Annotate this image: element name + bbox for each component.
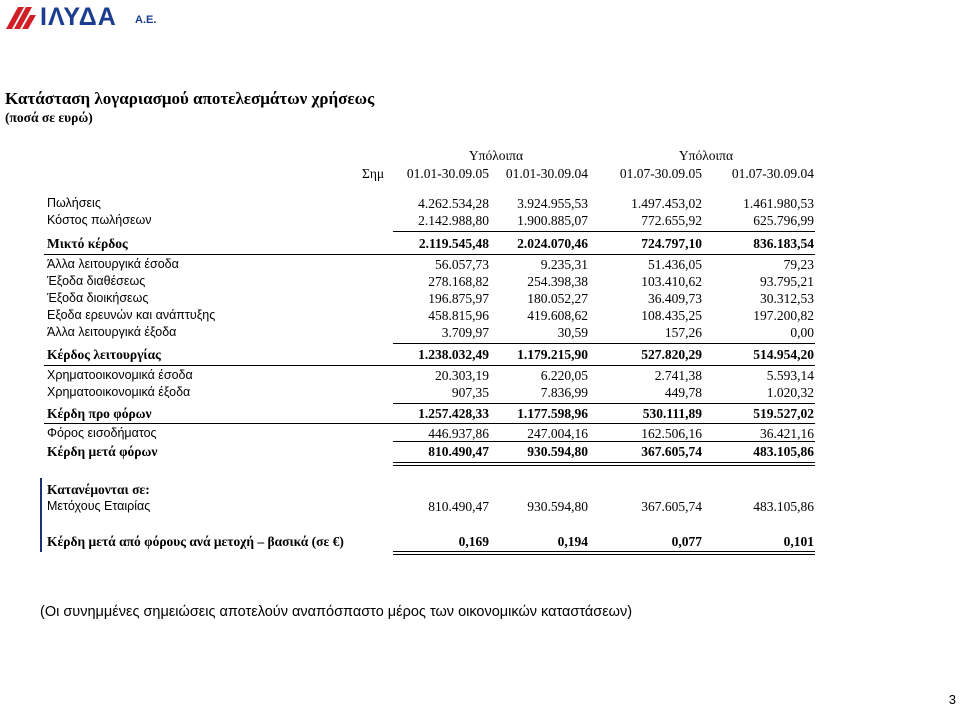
row-label: Χρηματοοικονομικά έξοδα bbox=[47, 385, 191, 399]
row-value: 7.836,99 bbox=[540, 385, 588, 400]
row-label: Μικτό κέρδος bbox=[47, 236, 128, 251]
row-label: Κέρδος λειτουργίας bbox=[47, 347, 161, 362]
row-value: 930.594,80 bbox=[527, 499, 588, 514]
row-value: 367.605,74 bbox=[641, 499, 702, 514]
row-value: 1.238.032,49 bbox=[418, 347, 489, 362]
table-row bbox=[0, 368, 960, 386]
row-value: 367.605,74 bbox=[641, 444, 702, 459]
row-value: 180.052,27 bbox=[527, 291, 588, 306]
row-value: 625.796,99 bbox=[753, 213, 814, 228]
row-value: 4.262.534,28 bbox=[418, 196, 489, 211]
row-value: 162.506,16 bbox=[641, 426, 702, 441]
table-row bbox=[0, 325, 960, 343]
row-value: 3.924.955,53 bbox=[517, 196, 588, 211]
row-value: 3.709,97 bbox=[441, 325, 489, 340]
row-value: 79,23 bbox=[783, 257, 814, 272]
row-value: 108.435,25 bbox=[641, 308, 702, 323]
row-divider bbox=[44, 254, 815, 255]
row-value: 1.497.453,02 bbox=[631, 196, 702, 211]
subtotal-line bbox=[393, 441, 815, 442]
table-row bbox=[0, 257, 960, 275]
logo-mark-icon bbox=[4, 3, 38, 33]
row-label: Κέρδη μετά φόρων bbox=[47, 444, 158, 459]
logo-text: ΙΛΥΔΑ bbox=[40, 3, 117, 31]
row-value: 1.461.980,53 bbox=[743, 196, 814, 211]
total-underline bbox=[393, 551, 815, 552]
row-value: 519.527,02 bbox=[753, 406, 814, 421]
header-note: Σημ bbox=[362, 166, 385, 181]
row-value: 446.937,86 bbox=[428, 426, 489, 441]
subtotal-line bbox=[393, 403, 815, 404]
row-value: 254.398,38 bbox=[527, 274, 588, 289]
table-row bbox=[0, 291, 960, 309]
table-row bbox=[0, 499, 960, 517]
header-balances-2: Υπόλοιπα bbox=[678, 148, 734, 163]
subtotal-line bbox=[393, 343, 815, 344]
row-value: 449,78 bbox=[664, 385, 702, 400]
header-balances-1: Υπόλοιπα bbox=[468, 148, 524, 163]
row-value: 30,59 bbox=[557, 325, 588, 340]
row-value: 2.024.070,46 bbox=[517, 236, 588, 251]
row-label: Φόρος εισοδήματος bbox=[47, 426, 157, 440]
row-value: 1.020,32 bbox=[766, 385, 814, 400]
statement-title: Κατάσταση λογαριασμού αποτελεσμάτων χρήσεως bbox=[5, 89, 375, 108]
header-period-1: 01.01-30.09.05 bbox=[406, 166, 489, 181]
footnote: (Οι συνημμένες σημειώσεις αποτελούν αναπόσπαστο μέρος των οικονομικών καταστάσεων) bbox=[40, 604, 633, 620]
row-value: 56.057,73 bbox=[435, 257, 489, 272]
row-value: 197.200,82 bbox=[753, 308, 814, 323]
row-value: 0,194 bbox=[557, 534, 588, 549]
table-row bbox=[0, 213, 960, 231]
row-label: Κέρδη μετά από φόρους ανά μετοχή – βασικά (σε €) bbox=[47, 534, 344, 549]
table-row bbox=[0, 406, 960, 424]
row-value: 1.900.885,07 bbox=[517, 213, 588, 228]
row-value: 530.111,89 bbox=[642, 406, 702, 421]
row-value: 6.220,05 bbox=[540, 368, 588, 383]
row-value: 1.257.428,33 bbox=[418, 406, 489, 421]
table-row bbox=[0, 308, 960, 326]
row-value: 810.490,47 bbox=[428, 444, 489, 459]
row-divider bbox=[44, 423, 815, 424]
row-label: Έξοδα διαθέσεως bbox=[47, 274, 146, 288]
row-value: 724.797,10 bbox=[641, 236, 702, 251]
row-value: 483.105,86 bbox=[753, 444, 814, 459]
table-row bbox=[0, 274, 960, 292]
row-value: 483.105,86 bbox=[753, 499, 814, 514]
row-label: Έξοδα διοικήσεως bbox=[47, 291, 149, 305]
row-value: 247.004,16 bbox=[527, 426, 588, 441]
table-row bbox=[0, 482, 960, 500]
row-value: 0,169 bbox=[458, 534, 489, 549]
row-value: 36.409,73 bbox=[648, 291, 702, 306]
table-row bbox=[0, 347, 960, 365]
row-value: 103.410,62 bbox=[641, 274, 702, 289]
row-value: 458.815,96 bbox=[428, 308, 489, 323]
statement-subtitle: (ποσά σε ευρώ) bbox=[5, 110, 93, 125]
header-period-3: 01.07-30.09.05 bbox=[619, 166, 702, 181]
table-row bbox=[0, 385, 960, 403]
total-double-underline bbox=[393, 554, 815, 555]
header-period-4: 01.07-30.09.04 bbox=[731, 166, 814, 181]
row-divider bbox=[44, 365, 815, 366]
row-value: 196.875,97 bbox=[428, 291, 489, 306]
table-row bbox=[0, 196, 960, 214]
row-value: 30.312,53 bbox=[760, 291, 814, 306]
row-value: 93.795,21 bbox=[760, 274, 814, 289]
row-value: 20.303,19 bbox=[435, 368, 489, 383]
subtotal-line bbox=[393, 231, 815, 232]
row-value: 0,077 bbox=[671, 534, 702, 549]
row-value: 0,101 bbox=[783, 534, 814, 549]
row-value: 157,26 bbox=[664, 325, 702, 340]
row-label: Εξοδα ερευνών και ανάπτυξης bbox=[47, 308, 216, 322]
table-row bbox=[0, 534, 960, 552]
row-value: 9.235,31 bbox=[540, 257, 588, 272]
row-value: 278.168,82 bbox=[428, 274, 489, 289]
row-value: 527.820,29 bbox=[641, 347, 702, 362]
row-value: 5.593,14 bbox=[766, 368, 814, 383]
row-label: Άλλα λειτουργικά έξοδα bbox=[47, 325, 177, 339]
row-value: 836.183,54 bbox=[753, 236, 814, 251]
row-value: 419.608,62 bbox=[527, 308, 588, 323]
page-number: 3 bbox=[948, 692, 956, 707]
company-logo bbox=[4, 3, 38, 33]
total-double-underline bbox=[393, 465, 815, 466]
table-row bbox=[0, 236, 960, 254]
row-label: Πωλήσεις bbox=[47, 196, 101, 210]
row-label: Κόστος πωλήσεων bbox=[47, 213, 152, 227]
row-value: 36.421,16 bbox=[760, 426, 814, 441]
row-value: 2.741,38 bbox=[654, 368, 702, 383]
row-value: 514.954,20 bbox=[753, 347, 814, 362]
row-label: Κατανέμονται σε: bbox=[47, 482, 150, 497]
row-value: 810.490,47 bbox=[428, 499, 489, 514]
row-value: 930.594,80 bbox=[527, 444, 588, 459]
row-value: 1.179.215,90 bbox=[517, 347, 588, 362]
total-underline bbox=[393, 462, 815, 463]
row-label: Χρηματοοικονομικά έσοδα bbox=[47, 368, 193, 382]
row-value: 51.436,05 bbox=[648, 257, 702, 272]
row-value: 0,00 bbox=[790, 325, 814, 340]
row-value: 1.177.598,96 bbox=[517, 406, 588, 421]
table-row bbox=[0, 444, 960, 462]
logo-suffix: Α.Ε. bbox=[135, 14, 157, 26]
header-period-2: 01.01-30.09.04 bbox=[505, 166, 588, 181]
row-value: 907,35 bbox=[451, 385, 489, 400]
row-value: 2.119.545,48 bbox=[418, 236, 489, 251]
row-value: 2.142.988,80 bbox=[418, 213, 489, 228]
row-label: Άλλα λειτουργικά έσοδα bbox=[47, 257, 179, 271]
row-label: Κέρδη προ φόρων bbox=[47, 406, 152, 421]
row-label: Μετόχους Εταιρίας bbox=[47, 499, 151, 513]
row-value: 772.655,92 bbox=[641, 213, 702, 228]
